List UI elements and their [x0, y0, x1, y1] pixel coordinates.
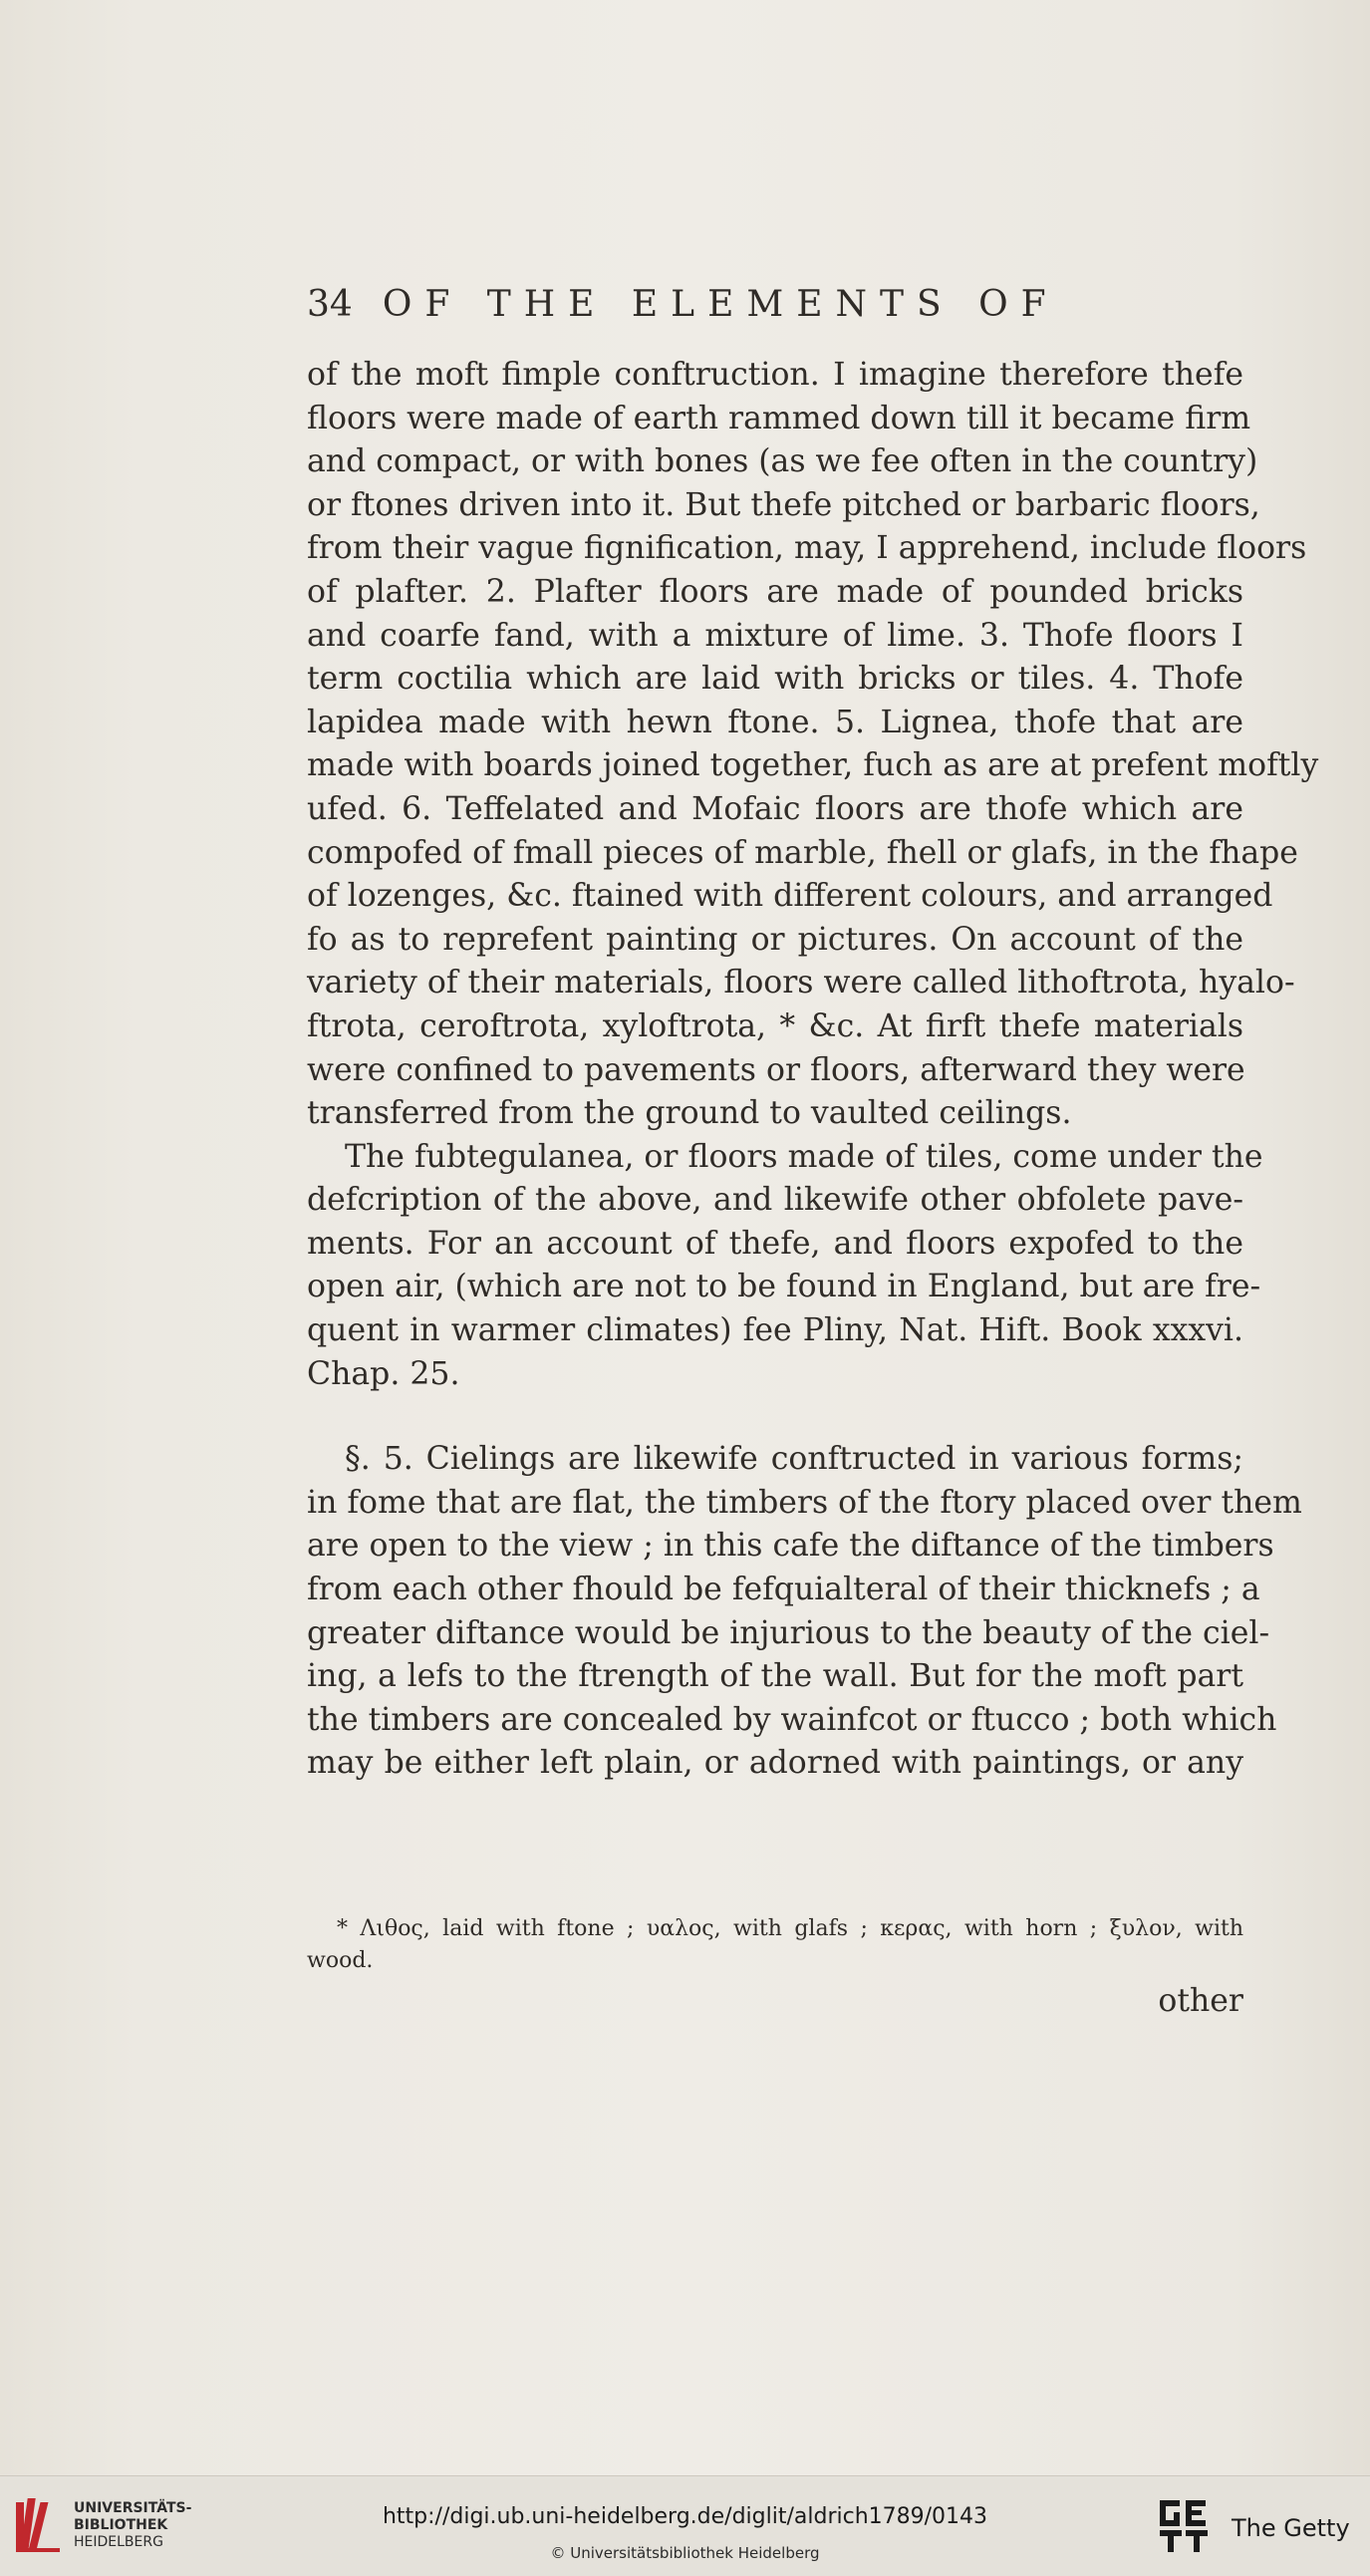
- text-line: of plafter. 2. Plafter floors are made of pounded bricks: [307, 573, 1243, 610]
- text-line: compofed of fmall pieces of marble, fhell or glafs, in the fhape: [307, 834, 1298, 871]
- text-line: made with boards joined together, fuch as are at prefent moftly: [307, 747, 1319, 784]
- text-line: and compact, or with bones (as we fee often in the country): [307, 443, 1258, 480]
- text-line: from each other fhould be fefquialteral of their thicknefs ; a: [307, 1572, 1260, 1608]
- paragraph-2: [307, 1136, 1263, 1180]
- text-line: or ftones driven into it. But thefe pitched or barbaric floors,: [307, 486, 1260, 523]
- text-line: of lozenges, &c. ftained with different colours, and arranged: [307, 878, 1273, 915]
- source-url-link[interactable]: http://digi.ub.uni-heidelberg.de/diglit/aldrich1789/0143: [382, 2504, 988, 2529]
- text-line: from their vague fignification, may, I apprehend, include floors: [307, 530, 1307, 567]
- text-line: greater diftance would be injurious to the beauty of the ciel-: [307, 1614, 1270, 1651]
- text-line: lapidea made with hewn ftone. 5. Lignea, thofe that are: [307, 704, 1243, 740]
- footnote: [307, 1913, 1243, 1977]
- paragraph-2-cont: [307, 1179, 1261, 1396]
- text-line: may be either left plain, or adorned with paintings, or any: [307, 1745, 1243, 1782]
- text-line: ing, a lefs to the ftrength of the wall. But for the moft part: [307, 1658, 1243, 1695]
- text-line: ftrota, ceroftrota, xyloftrota, * &c. At firft thefe materials: [307, 1007, 1243, 1044]
- page-number: 34: [307, 284, 353, 325]
- text-line: open air, (which are not to be found in England, but are fre-: [307, 1269, 1261, 1305]
- running-head: [307, 284, 1263, 325]
- catchword: other: [1158, 1983, 1243, 2019]
- text-line: in fome that are flat, the timbers of the ftory placed over them: [307, 1484, 1302, 1521]
- footnote-line: wood.: [307, 1948, 374, 1973]
- text-line: quent in warmer climates) fee Pliny, Nat. Hift. Book xxxvi.: [307, 1312, 1243, 1349]
- text-line: defcription of the above, and likewife other obfolete pave-: [307, 1182, 1243, 1219]
- body-text: [307, 354, 1319, 1786]
- institution-line: HEIDELBERG: [74, 2534, 163, 2550]
- text-line: the timbers are concealed by wainfcot or ftucco ; both which: [307, 1701, 1277, 1738]
- text-line: variety of their materials, floors were called lithoftrota, hyalo-: [307, 965, 1295, 1002]
- institution-line: UNIVERSITÄTS-: [74, 2500, 192, 2516]
- text-line: term coctilia which are laid with bricks or tiles. 4. Thofe: [307, 661, 1243, 698]
- footnote-line: * Λιθος, laid with ftone ; υαλος, with glafs ; κερας, with horn ; ξυλον, with: [337, 1916, 1243, 1941]
- institution-line: BIBLIOTHEK: [74, 2517, 168, 2533]
- text-line: transferred from the ground to vaulted ceilings.: [307, 1095, 1072, 1132]
- text-line: ments. For an account of thefe, and floors expofed to the: [307, 1225, 1243, 1262]
- paragraph-gap: [307, 1396, 1243, 1438]
- getty-logo-icon: [1156, 2496, 1216, 2556]
- text-line: are open to the view ; in this cafe the diftance of the timbers: [307, 1528, 1274, 1565]
- paragraph-3: [307, 1438, 1243, 1482]
- copyright-notice: © Universitätsbibliothek Heidelberg: [550, 2544, 820, 2562]
- text-line: §. 5. Cielings are likewife conftructed in various forms;: [345, 1441, 1243, 1478]
- text-line: of the moft fimple conftruction. I imagine therefore thefe: [307, 357, 1243, 393]
- footer-bar: [0, 2475, 1370, 2576]
- paragraph-1: [307, 354, 1319, 1136]
- text-line: ufed. 6. Teffelated and Mofaic floors are thofe which are: [307, 790, 1243, 827]
- paragraph-3-cont: [307, 1482, 1302, 1786]
- text-line: and coarfe fand, with a mixture of lime. 3. Thofe floors I: [307, 617, 1243, 654]
- text-line: Chap. 25.: [307, 1355, 460, 1392]
- text-line: fo as to reprefent painting or pictures. On account of the: [307, 921, 1243, 958]
- text-line: were confined to pavements or floors, afterward they were: [307, 1051, 1245, 1088]
- text-line: The fubtegulanea, or floors made of tiles, come under the: [345, 1138, 1263, 1175]
- running-title: OF THE ELEMENTS OF: [382, 284, 1059, 325]
- partner-name: The Getty: [1232, 2514, 1350, 2542]
- text-line: floors were made of earth rammed down till it became firm: [307, 400, 1251, 436]
